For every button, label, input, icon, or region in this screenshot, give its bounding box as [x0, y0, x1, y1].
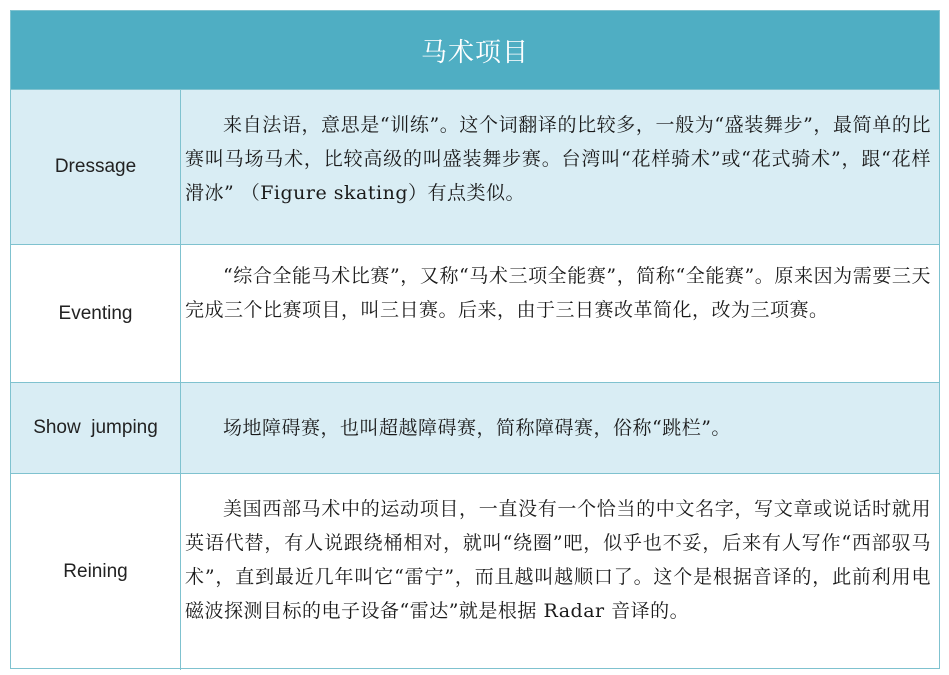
event-description-cell: 美国西部马术中的运动项目，一直没有一个恰当的中文名字，写文章或说话时就用英语代替，有人说跟绕桶相对，就叫“绕圈”吧，似乎也不妥，后来有人写作“西部驭马术”，直到最近几年叫它“雷宁”，而且越叫越顺口了。这个是根据音译的，此前利用电磁波探测目标的电子设备“雷达”就是根据 Radar 音译的。: [185, 498, 931, 622]
table-row: [11, 90, 939, 245]
event-name-cell: Eventing: [11, 245, 181, 382]
event-description-cell: 来自法语，意思是“训练”。这个词翻译的比较多，一般为“盛装舞步”，最简单的比赛叫马场马术，比较高级的叫盛装舞步赛。台湾叫“花样骑术”或“花式骑术”，跟“花样滑冰” （Figure skating）有点类似。: [185, 114, 931, 204]
event-description-cell: 场地障碍赛，也叫超越障碍赛，简称障碍赛，俗称“跳栏”。: [223, 417, 731, 439]
table-row: [11, 474, 939, 670]
table-title: 马术项目: [11, 11, 939, 90]
event-description-cell: “综合全能马术比赛”，又称“马术三项全能赛”，简称“全能赛”。原来因为需要三天完成三个比赛项目，叫三日赛。后来，由于三日赛改革简化，改为三项赛。: [185, 265, 931, 321]
equestrian-events-table: [10, 10, 940, 669]
event-name-cell: Reining: [11, 474, 181, 670]
event-name-cell: Show jumping: [11, 383, 181, 473]
table-row: [11, 383, 939, 474]
event-name-cell: Dressage: [11, 90, 181, 244]
table-row: [11, 245, 939, 383]
